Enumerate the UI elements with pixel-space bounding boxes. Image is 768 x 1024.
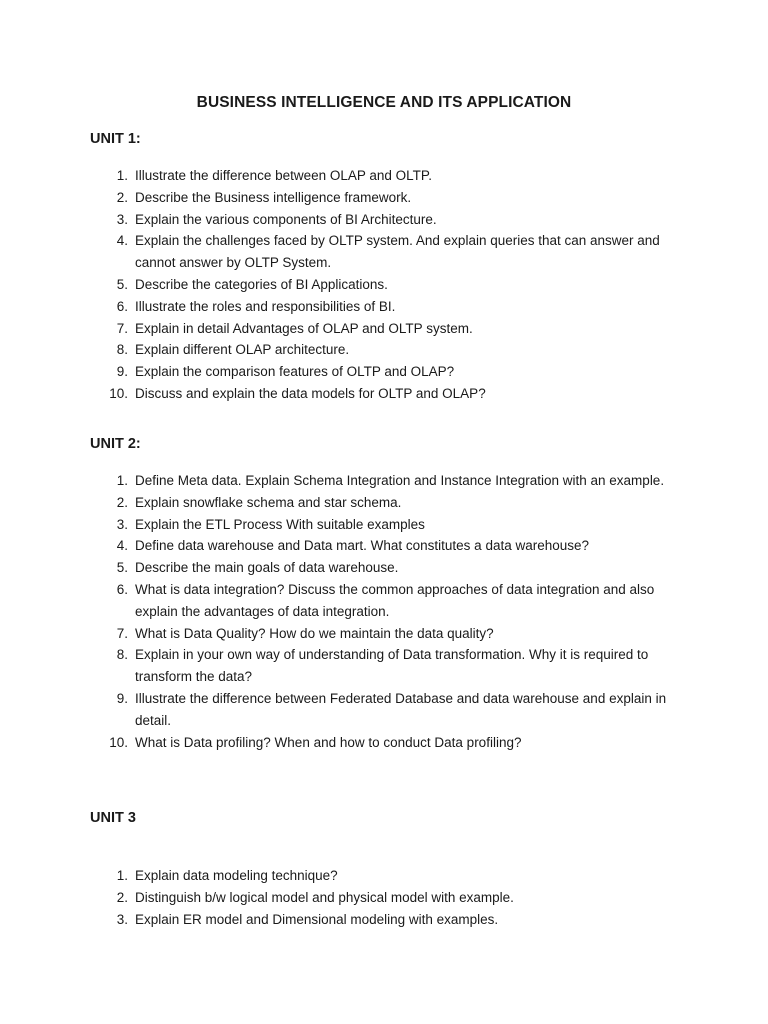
list-item [0, 318, 768, 340]
list-item [0, 732, 768, 754]
question-text: Define data warehouse and Data mart. What constitutes a data warehouse? [135, 538, 590, 554]
unit-1-question-list [0, 165, 768, 405]
question-text: Explain the comparison features of OLTP and OLAP? [135, 364, 455, 380]
question-number: 4. [116, 538, 128, 554]
list-item [0, 492, 768, 514]
unit-3-question-list [0, 865, 768, 930]
unit-3-heading: UNIT 3 [90, 810, 136, 826]
question-text: Explain the ETL Process With suitable examples [135, 516, 425, 532]
list-item [0, 209, 768, 231]
question-text: Describe the Business intelligence framework. [135, 189, 412, 205]
question-text: Illustrate the difference between OLAP and OLTP. [135, 168, 432, 183]
list-item [0, 644, 768, 688]
question-text: Explain the various components of BI Architecture. [135, 211, 437, 227]
question-text: Distinguish b/w logical model and physical model with example. [135, 889, 514, 905]
question-number: 2. [116, 889, 128, 905]
list-item [0, 339, 768, 361]
list-item [0, 865, 768, 887]
question-number: 5. [116, 560, 128, 576]
question-number: 10. [109, 385, 128, 401]
question-number: 6. [116, 298, 128, 314]
question-number: 7. [116, 625, 128, 641]
question-text: Describe the main goals of data warehouse. [135, 560, 399, 576]
list-item [0, 887, 768, 909]
question-text: Illustrate the roles and responsibilities of BI. [135, 298, 396, 314]
list-item [0, 470, 768, 492]
list-item [0, 557, 768, 579]
question-number: 3. [116, 516, 128, 532]
question-text: Explain the challenges faced by OLTP system. And explain queries that can answer and cannot answer by OLTP System. [135, 233, 660, 271]
list-item [0, 296, 768, 318]
question-text: What is Data Quality? How do we maintain the data quality? [135, 625, 494, 641]
question-number: 8. [116, 342, 128, 358]
question-text: Illustrate the difference between Federated Database and data warehouse and explain in detail. [135, 690, 667, 728]
list-item [0, 688, 768, 732]
question-number: 2. [116, 189, 128, 205]
list-item [0, 361, 768, 383]
question-text: Discuss and explain the data models for OLTP and OLAP? [135, 385, 486, 401]
question-number: 10. [109, 734, 128, 750]
question-number: 8. [116, 647, 128, 663]
list-item [0, 579, 768, 623]
list-item [0, 623, 768, 645]
question-text: Explain ER model and Dimensional modeling with examples. [135, 911, 499, 927]
list-item [0, 514, 768, 536]
question-number: 1. [116, 868, 128, 883]
question-number: 9. [116, 364, 128, 380]
question-text: Explain data modeling technique? [135, 868, 338, 883]
list-item [0, 165, 768, 187]
list-item [0, 274, 768, 296]
question-text: Explain different OLAP architecture. [135, 342, 350, 358]
question-text: What is Data profiling? When and how to conduct Data profiling? [135, 734, 522, 750]
question-text: Explain in your own way of understanding of Data transformation. Why it is required to transform the data? [135, 647, 649, 685]
question-number: 5. [116, 276, 128, 292]
question-number: 3. [116, 211, 128, 227]
question-number: 7. [116, 320, 128, 336]
list-item [0, 230, 768, 274]
question-number: 6. [116, 581, 128, 597]
question-text: Define Meta data. Explain Schema Integration and Instance Integration with an example. [135, 473, 665, 488]
question-number: 2. [116, 494, 128, 510]
list-item [0, 383, 768, 405]
unit-2-heading: UNIT 2: [90, 436, 141, 452]
unit-1-heading: UNIT 1: [90, 131, 141, 147]
question-number: 1. [116, 168, 128, 183]
question-text: What is data integration? Discuss the common approaches of data integration and also explain the advantages of data integration. [135, 581, 655, 619]
list-item [0, 535, 768, 557]
question-number: 9. [116, 690, 128, 706]
question-text: Explain in detail Advantages of OLAP and OLTP system. [135, 320, 473, 336]
list-item [0, 909, 768, 931]
question-number: 1. [116, 473, 128, 488]
question-number: 4. [116, 233, 128, 249]
question-number: 3. [116, 911, 128, 927]
document-title: BUSINESS INTELLIGENCE AND ITS APPLICATION [196, 94, 572, 111]
list-item [0, 187, 768, 209]
unit-2-question-list [0, 470, 768, 753]
question-text: Explain snowflake schema and star schema. [135, 494, 402, 510]
question-text: Describe the categories of BI Applications. [135, 276, 388, 292]
